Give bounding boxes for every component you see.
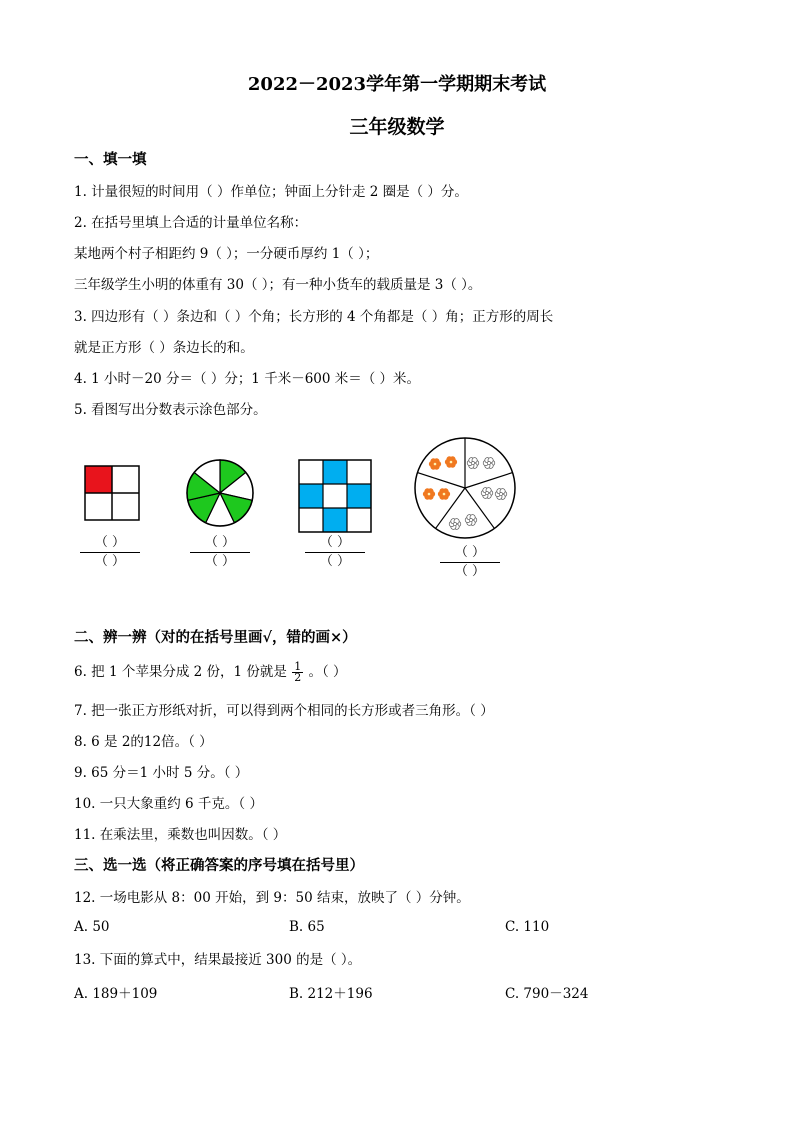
question-8: 8. 6 是 2的12倍。（ ） (74, 734, 213, 750)
fraction-one-half (292, 662, 303, 683)
orange-flower-icon (445, 457, 457, 468)
question-1: 1. 计量很短的时间用（ ）作单位；钟面上分针走 2 圈是（ ）分。 (74, 184, 468, 200)
question-2-line-a: 某地两个村子相距约 9（ ）；一分硬币厚约 1（ ）； (74, 246, 379, 262)
numerator-blank[interactable]: （ ） (319, 535, 351, 550)
q12-option-b[interactable]: B. 65 (289, 919, 325, 935)
numerator-blank[interactable]: （ ） (454, 545, 486, 560)
numerator-blank[interactable]: （ ） (94, 535, 126, 550)
answer-fraction-2[interactable] (190, 534, 250, 571)
question-2: 2. 在括号里填上合适的计量单位名称： (74, 215, 308, 231)
orange-flower-icon (423, 489, 435, 500)
figure-circle-sevenths (185, 458, 255, 528)
question-10: 10. 一只大象重约 6 千克。（ ） (74, 796, 263, 812)
denominator-blank[interactable]: （ ） (204, 554, 236, 569)
q13-option-c[interactable]: C. 790－324 (505, 986, 589, 1002)
outline-flower-icon (483, 458, 495, 469)
figure-square-quarters (84, 465, 140, 521)
q13-option-a[interactable]: A. 189＋109 (74, 986, 158, 1002)
answer-fraction-4[interactable] (440, 544, 500, 581)
answer-fraction-1[interactable] (80, 534, 140, 571)
question-12: 12. 一场电影从 8：00 开始，到 9：50 结束，放映了（ ）分钟。 (74, 890, 470, 906)
section-1-heading: 一、填一填 (74, 151, 147, 168)
question-6-text: 6. 把 1 个苹果分成 2 份，1 份就是 (74, 664, 287, 680)
denominator-blank[interactable]: （ ） (94, 554, 126, 569)
outline-flower-icon (449, 519, 461, 530)
exam-title: 2022－2023学年第一学期期末考试 (247, 74, 547, 95)
question-2-line-b: 三年级学生小明的体重有 30（ ）；有一种小货车的载质量是 3（ ）。 (74, 277, 482, 293)
answer-fraction-3[interactable] (305, 534, 365, 571)
question-11: 11. 在乘法里，乘数也叫因数。（ ） (74, 827, 287, 843)
denominator-blank[interactable]: （ ） (319, 554, 351, 569)
question-3-line-a: 3. 四边形有（ ）条边和（ ）个角；长方形的 4 个角都是（ ）角；正方形的周长 (74, 309, 554, 325)
denominator-blank[interactable]: （ ） (454, 564, 486, 579)
numerator-blank[interactable]: （ ） (204, 535, 236, 550)
figure-grid-ninths (298, 459, 372, 533)
outline-flower-icon (481, 488, 493, 499)
section-2-heading: 二、辨一辨（对的在括号里画√，错的画×） (74, 629, 357, 646)
outline-flower-icon (495, 489, 507, 500)
question-4: 4. 1 小时－20 分＝（ ）分；1 千米－600 米＝（ ）米。 (74, 371, 421, 387)
outline-flower-icon (467, 458, 479, 469)
fraction-denominator: 2 (294, 671, 302, 684)
section-3-heading: 三、选一选（将正确答案的序号填在括号里） (74, 857, 364, 874)
orange-flower-icon (438, 489, 450, 500)
question-6-answer-blank[interactable]: 。（ ） (308, 664, 347, 680)
question-7: 7. 把一张正方形纸对折，可以得到两个相同的长方形或者三角形。（ ） (74, 703, 494, 719)
shaded-cell (85, 466, 112, 493)
q12-option-c[interactable]: C. 110 (505, 919, 550, 935)
divider-line (417, 473, 465, 488)
question-3-line-b: 就是正方形（ ）条边长的和。 (74, 340, 254, 356)
question-6 (74, 662, 347, 683)
outline-flower-icon (465, 515, 477, 526)
q13-option-b[interactable]: B. 212＋196 (289, 986, 373, 1002)
question-9: 9. 65 分＝1 小时 5 分。（ ） (74, 765, 249, 781)
fraction-numerator: 1 (294, 660, 302, 673)
exam-subtitle: 三年级数学 (349, 116, 445, 138)
figure-circle-fifths-flowers (413, 436, 517, 540)
question-13: 13. 下面的算式中，结果最接近 300 的是（ ）。 (74, 952, 362, 968)
orange-flower-icon (429, 459, 441, 470)
question-5: 5. 看图写出分数表示涂色部分。 (74, 402, 267, 418)
q12-option-a[interactable]: A. 50 (74, 919, 110, 935)
divider-line (465, 473, 513, 488)
